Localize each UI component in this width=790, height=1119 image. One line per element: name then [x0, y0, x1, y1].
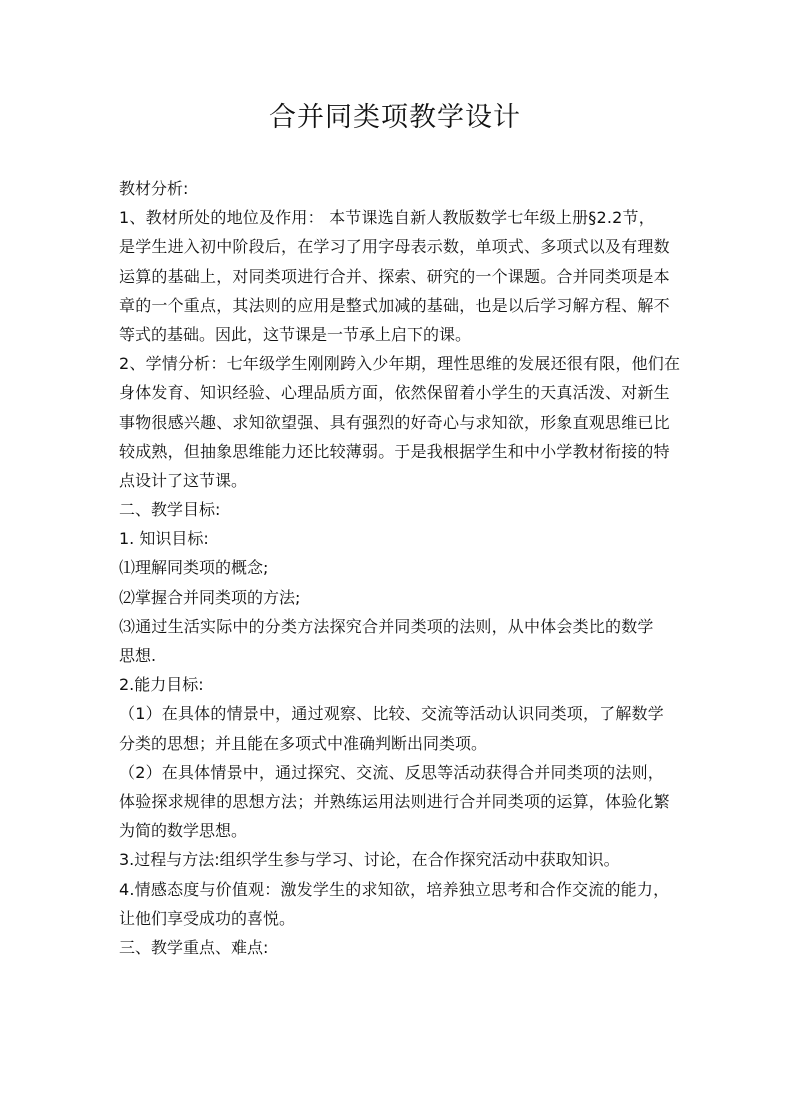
line-1: 教材分析:: [119, 179, 189, 198]
line-23: 为简的数学思想。: [119, 821, 248, 841]
line-4: 运算的基础上，对同类项进行合并、探索、研究的一个课题。合并同类项是本: [119, 266, 670, 286]
line-20: 分类的思想；并且能在多项式中准确判断出同类项。: [119, 733, 488, 753]
line-12: 二、教学目标:: [119, 500, 221, 520]
line-15: ⑵掌握合并同类项的方法;: [119, 587, 301, 607]
line-8: 身体发育、知识经验、心理品质方面，依然保留着小学生的天真活泼、对新生: [119, 383, 670, 403]
line-27: 三、教学重点、难点:: [119, 937, 269, 957]
document-title: 合并同类项教学设计: [269, 102, 521, 133]
line-26: 让他们享受成功的喜悦。: [119, 908, 296, 928]
line-3: 是学生进入初中阶段后，在学习了用字母表示数，单项式、多项式以及有理数: [119, 237, 670, 257]
line-22: 体验探求规律的思想方法；并熟练运用法则进行合并同类项的运算，体验化繁: [119, 791, 670, 811]
line-19: （1）在具体的情景中，通过观察、比较、交流等活动认识同类项，了解数学: [119, 704, 664, 724]
line-21: （2）在具体情景中，通过探究、交流、反思等活动获得合并同类项的法则，: [119, 762, 664, 782]
line-14: ⑴理解同类项的概念;: [119, 558, 269, 578]
line-24: 3.过程与方法:组织学生参与学习、讨论，在合作探究活动中获取知识。: [119, 850, 620, 870]
line-7: 2、学情分析：七年级学生刚刚跨入少年期，理性思维的发展还很有限，他们在: [119, 354, 681, 374]
line-2: 1、教材所处的地位及作用： 本节课选自新人教版数学七年级上册§2.2节，: [119, 208, 655, 228]
document-body: [119, 174, 681, 962]
line-16: ⑶通过生活实际中的分类方法探究合并同类项的法则，从中体会类比的数学: [119, 616, 654, 636]
line-25: 4.情感态度与价值观：激发学生的求知欲，培养独立思考和合作交流的能力，: [119, 879, 670, 899]
line-10: 较成熟，但抽象思维能力还比较薄弱。于是我根据学生和中小学教材衔接的特: [119, 441, 670, 461]
line-17: 思想.: [119, 646, 157, 665]
line-5: 章的一个重点，其法则的应用是整式加减的基础，也是以后学习解方程、解不: [119, 295, 670, 315]
line-18: 2.能力目标:: [119, 675, 204, 695]
line-13: 1. 知识目标:: [119, 529, 209, 549]
line-11: 点设计了这节课。: [119, 470, 248, 490]
line-9: 事物很感兴趣、求知欲望强、具有强烈的好奇心与求知欲，形象直观思维已比: [119, 412, 670, 432]
line-6: 等式的基础。因此，这节课是一节承上启下的课。: [119, 324, 472, 344]
